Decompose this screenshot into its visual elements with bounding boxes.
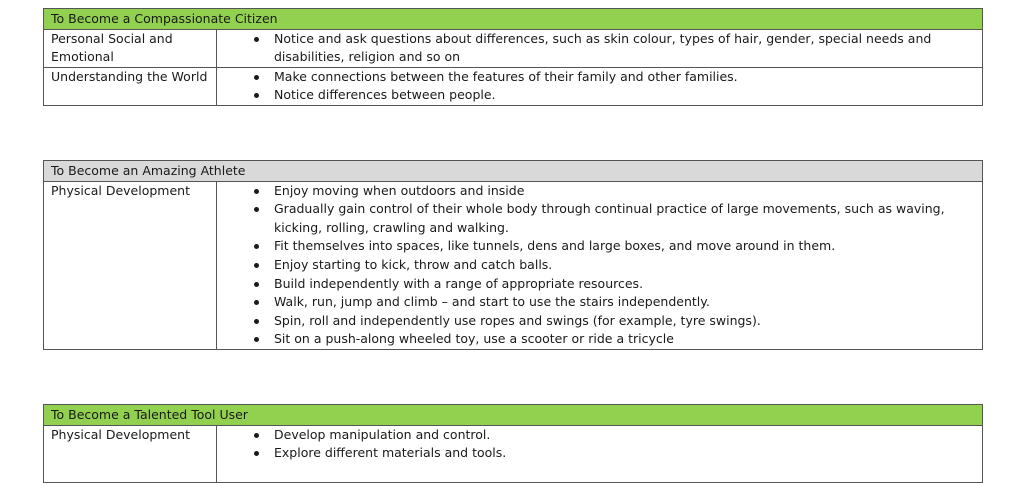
area-label: Personal Social and Emotional bbox=[44, 29, 217, 67]
list-item: Build independently with a range of appropriate resources. bbox=[274, 275, 976, 294]
compassionate-citizen-table bbox=[43, 8, 983, 106]
list-item: Spin, roll and independently use ropes and swings (for example, tyre swings). bbox=[274, 312, 976, 331]
goal-list bbox=[224, 426, 976, 463]
list-item: Explore different materials and tools. bbox=[274, 444, 976, 463]
goals-cell bbox=[217, 425, 983, 482]
amazing-athlete-table bbox=[43, 160, 983, 350]
list-item: Enjoy starting to kick, throw and catch balls. bbox=[274, 256, 976, 275]
list-item: Develop manipulation and control. bbox=[274, 426, 976, 445]
goals-cell bbox=[217, 29, 983, 67]
list-item: Notice differences between people. bbox=[274, 86, 976, 105]
list-item: Enjoy moving when outdoors and inside bbox=[274, 182, 976, 201]
table-row bbox=[44, 425, 983, 482]
list-item: Make connections between the features of their family and other families. bbox=[274, 68, 976, 87]
table-heading: To Become a Compassionate Citizen bbox=[44, 9, 983, 30]
goals-cell bbox=[217, 67, 983, 105]
area-label: Physical Development bbox=[44, 425, 217, 482]
table-heading: To Become an Amazing Athlete bbox=[44, 161, 983, 182]
talented-tool-user-table bbox=[43, 404, 983, 483]
area-label: Understanding the World bbox=[44, 67, 217, 105]
list-item: Fit themselves into spaces, like tunnels, dens and large boxes, and move around in them. bbox=[274, 237, 976, 256]
table-row bbox=[44, 181, 983, 349]
goal-list bbox=[224, 30, 976, 67]
list-item: Gradually gain control of their whole body through continual practice of large movements, such as waving, kicking, rolling, crawling and walking. bbox=[274, 200, 976, 237]
table-heading: To Become a Talented Tool User bbox=[44, 405, 983, 426]
area-label: Physical Development bbox=[44, 181, 217, 349]
table-row bbox=[44, 67, 983, 105]
goals-cell bbox=[217, 181, 983, 349]
table-row bbox=[44, 29, 983, 67]
table-header-row bbox=[44, 9, 983, 30]
goal-list bbox=[224, 182, 976, 349]
goal-list bbox=[224, 68, 976, 105]
list-item: Notice and ask questions about differences, such as skin colour, types of hair, gender, special needs and disabilities, religion and so on bbox=[274, 30, 976, 67]
table-header-row bbox=[44, 405, 983, 426]
list-item: Sit on a push-along wheeled toy, use a scooter or ride a tricycle bbox=[274, 330, 976, 349]
table-header-row bbox=[44, 161, 983, 182]
list-item: Walk, run, jump and climb – and start to use the stairs independently. bbox=[274, 293, 976, 312]
